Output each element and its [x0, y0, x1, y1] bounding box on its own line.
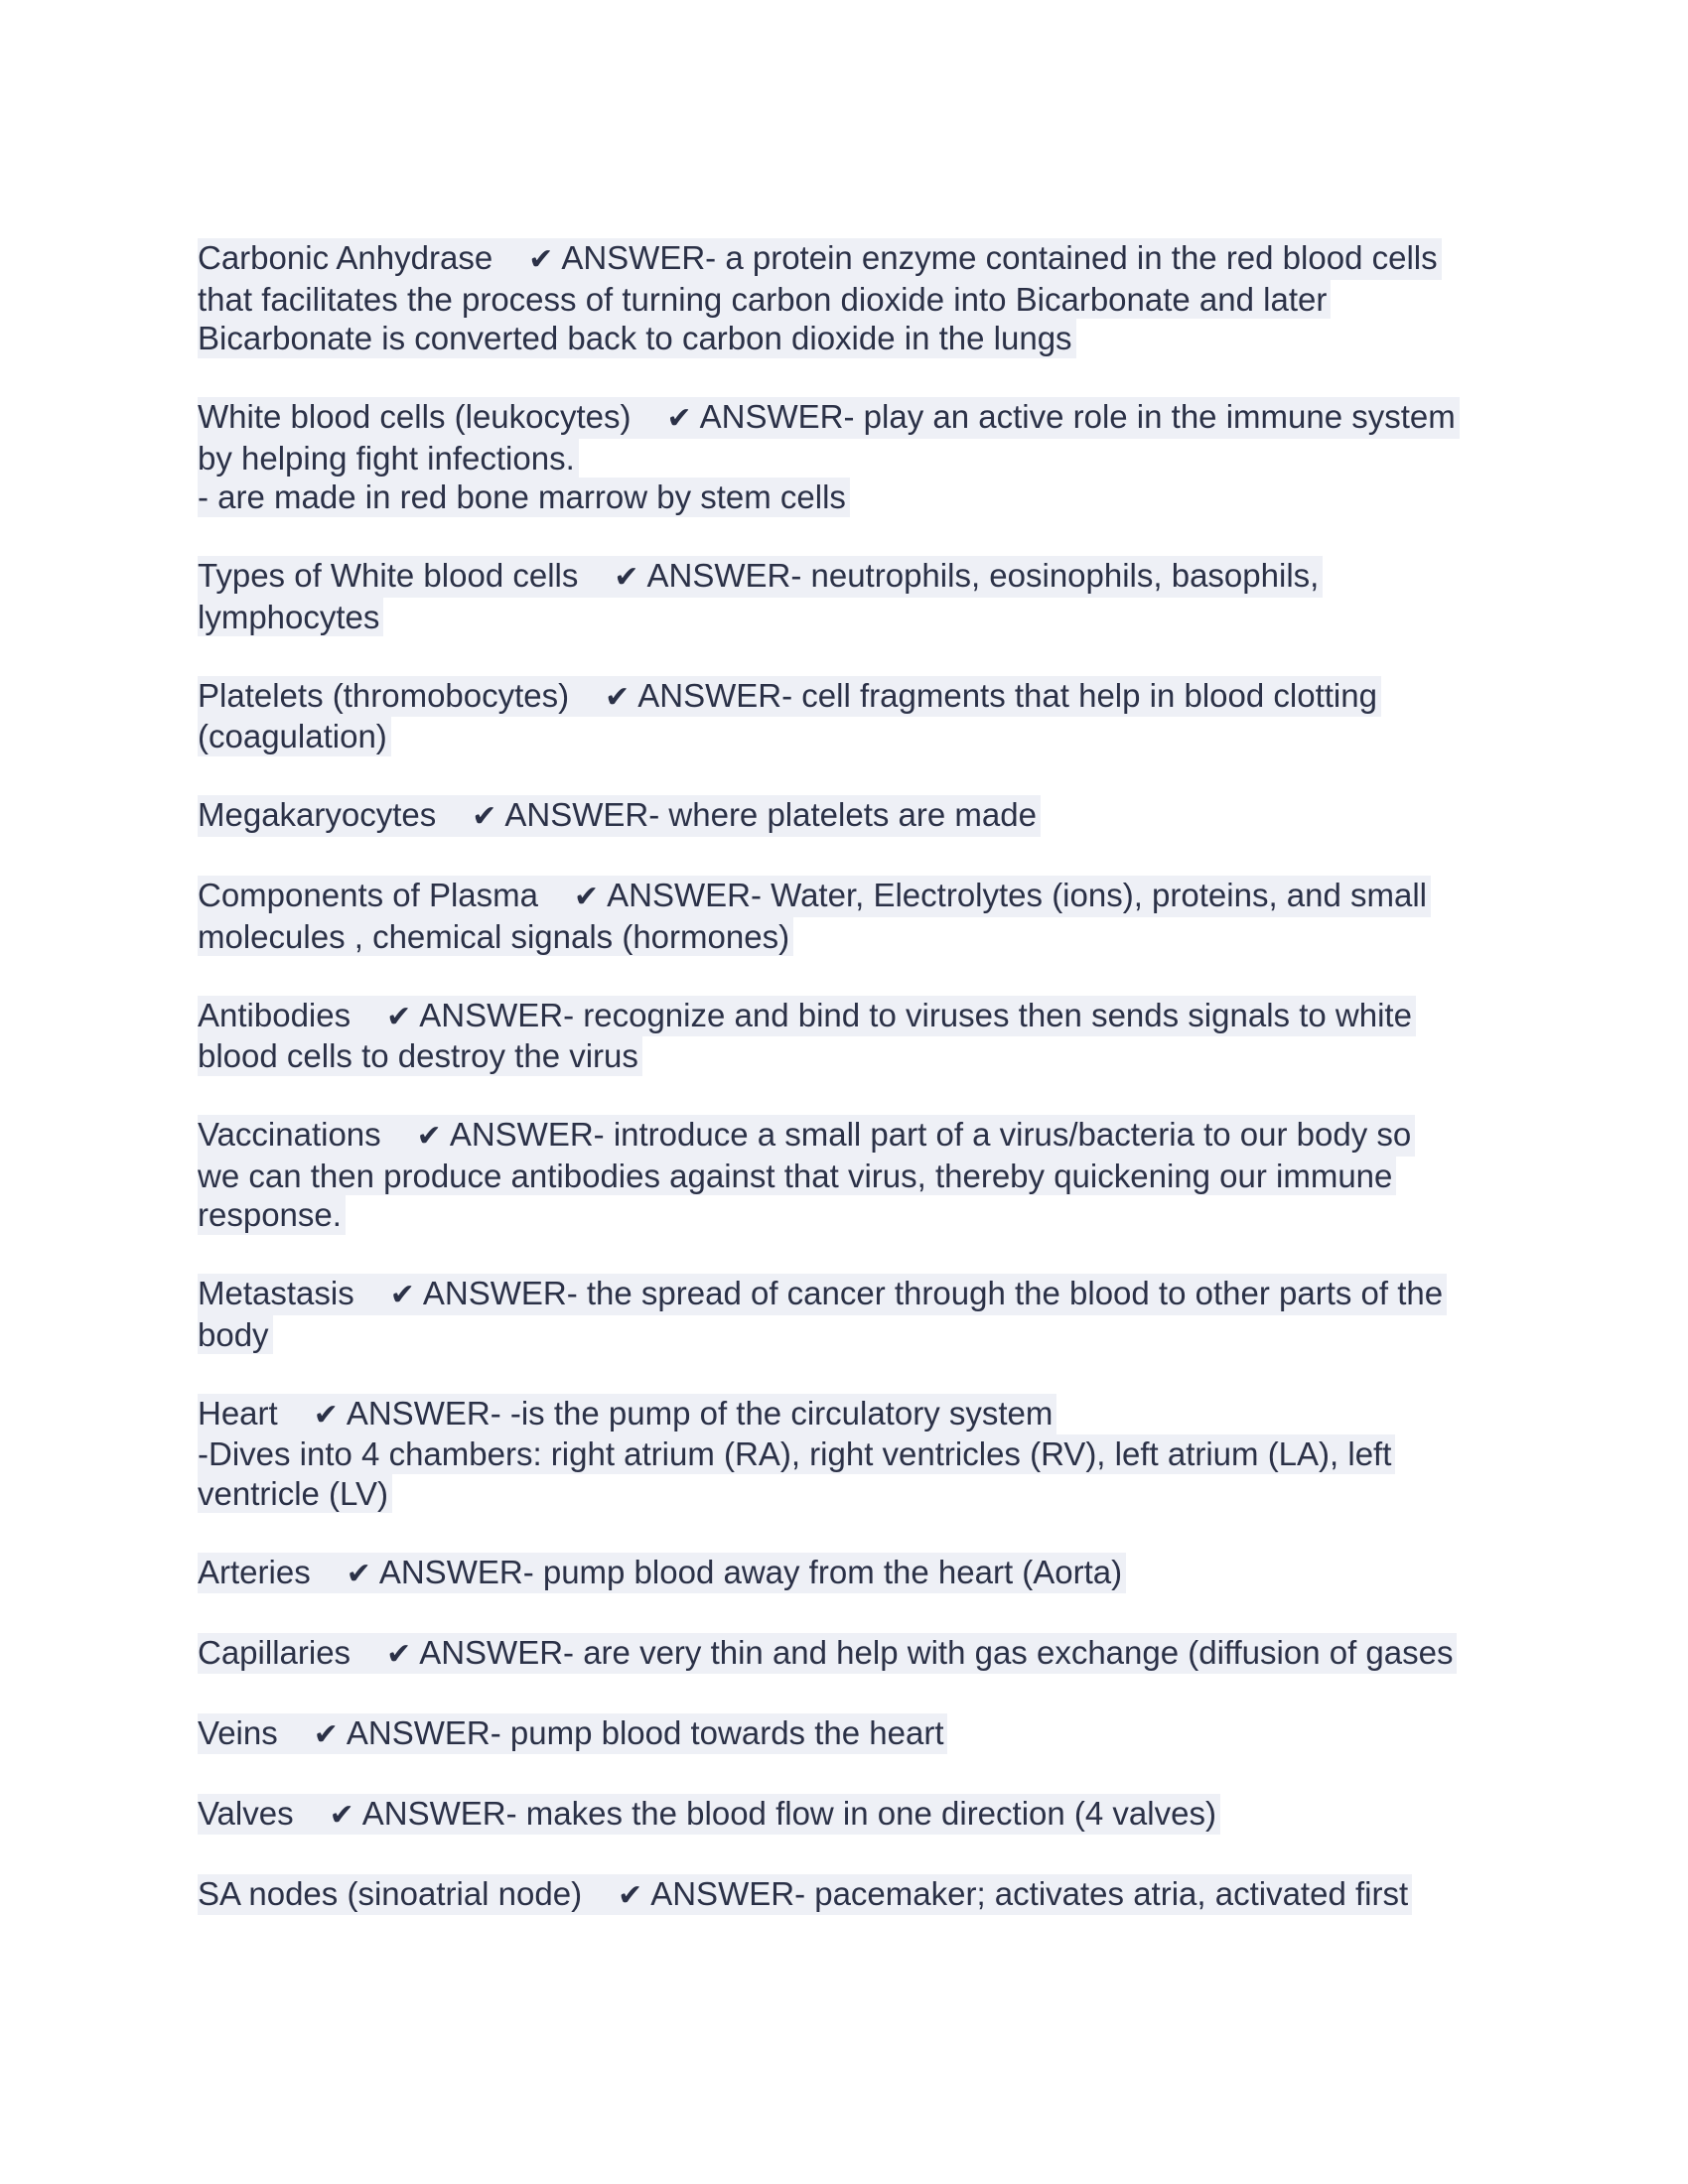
flashcard-term: Heart [198, 1394, 278, 1432]
flashcard-term: Platelets (thromobocytes) [198, 676, 570, 714]
answer-label: ANSWER [361, 1794, 506, 1832]
checkmark-icon: ✔ [472, 799, 497, 834]
flashcard-term: Arteries [198, 1553, 311, 1590]
flashcard-term: Veins [198, 1713, 278, 1751]
flashcard [198, 1394, 1488, 1514]
flashcard-term: Megakaryocytes [198, 796, 437, 833]
checkmark-icon: ✔ [386, 1636, 412, 1672]
answer-continuation-line: response. [198, 1195, 346, 1235]
answer-text: - makes the blood flow in one direction (4 valves) [505, 1794, 1216, 1832]
flashcard-term: Components of Plasma [198, 877, 539, 913]
checkmark-icon: ✔ [386, 999, 412, 1034]
answer-label: ANSWER [650, 1874, 795, 1912]
flashcard-question-line [198, 1633, 1457, 1675]
flashcard [198, 1115, 1488, 1235]
answer-label: ANSWER [449, 1116, 594, 1153]
answer-label: ANSWER [419, 1633, 564, 1671]
flashcard-question-line [198, 1274, 1447, 1315]
flashcard [198, 238, 1488, 358]
answer-label: ANSWER [378, 1553, 523, 1590]
flashcard-term: Types of White blood cells [198, 557, 579, 594]
answer-text: - neutrophils, eosinophils, basophils, [790, 557, 1320, 594]
flashcard-term: SA nodes (sinoatrial node) [198, 1874, 583, 1912]
flashcard-question-line [198, 1713, 947, 1755]
flashcard-question-line [198, 1874, 1412, 1916]
answer-continuation-line: - are made in red bone marrow by stem cells [198, 478, 850, 517]
flashcard-question-line [198, 1794, 1220, 1836]
flashcard [198, 1633, 1488, 1675]
answer-label: ANSWER [607, 877, 751, 913]
answer-label: ANSWER [346, 1713, 491, 1751]
flashcard [198, 556, 1488, 636]
flashcard-term: Metastasis [198, 1275, 354, 1311]
flashcard [198, 1274, 1488, 1354]
answer-continuation-line: (coagulation) [198, 717, 391, 756]
flashcard-question-line [198, 1115, 1415, 1157]
checkmark-icon: ✔ [329, 1797, 354, 1833]
answer-text: - pump blood away from the heart (Aorta) [522, 1553, 1123, 1590]
checkmark-icon: ✔ [416, 1119, 442, 1154]
flashcard-question-line [198, 238, 1442, 280]
flashcard-question-line [198, 1553, 1126, 1594]
checkmark-icon: ✔ [346, 1556, 371, 1591]
answer-text: - cell fragments that help in blood clotting [781, 676, 1377, 714]
answer-label: ANSWER [637, 676, 782, 714]
flashcard-term: Carbonic Anhydrase [198, 239, 493, 276]
checkmark-icon: ✔ [313, 1397, 339, 1433]
checkmark-icon: ✔ [618, 1877, 643, 1913]
answer-text: - the spread of cancer through the blood to other parts of the [566, 1275, 1444, 1311]
answer-label: ANSWER [561, 239, 706, 276]
flashcard [198, 1553, 1488, 1594]
answer-text: - introduce a small part of a virus/bacteria to our body so [593, 1116, 1412, 1153]
answer-text: - Water, Electrolytes (ions), proteins, and small [751, 877, 1428, 913]
answer-label: ANSWER [419, 996, 564, 1033]
answer-label: ANSWER [646, 557, 791, 594]
answer-text: - pump blood towards the heart [490, 1713, 944, 1751]
answer-continuation-line: -Dives into 4 chambers: right atrium (RA), right ventricles (RV), left atrium (LA), left [198, 1434, 1395, 1474]
answer-text: - where platelets are made [648, 796, 1037, 833]
flashcard-term: Valves [198, 1794, 294, 1832]
flashcard-term: Antibodies [198, 996, 352, 1033]
flashcard-question-line [198, 795, 1041, 837]
flashcard [198, 996, 1488, 1076]
checkmark-icon: ✔ [574, 880, 600, 914]
flashcard [198, 876, 1488, 956]
checkmark-icon: ✔ [605, 679, 631, 715]
answer-text: - a protein enzyme contained in the red blood cells [705, 239, 1438, 276]
checkmark-icon: ✔ [614, 560, 639, 595]
answer-label: ANSWER [346, 1394, 491, 1432]
flashcard-list [198, 238, 1488, 1955]
flashcard-question-line [198, 1394, 1056, 1435]
answer-label: ANSWER [504, 796, 649, 833]
flashcard [198, 1713, 1488, 1755]
flashcard [198, 1794, 1488, 1836]
flashcard [198, 397, 1488, 517]
checkmark-icon: ✔ [389, 1278, 415, 1312]
answer-text: - play an active role in the immune system [843, 398, 1456, 435]
answer-label: ANSWER [422, 1275, 567, 1311]
flashcard-question-line [198, 996, 1416, 1037]
answer-continuation-line: that facilitates the process of turning carbon dioxide into Bicarbonate and later [198, 280, 1331, 320]
flashcard-question-line [198, 676, 1381, 718]
answer-continuation-line: molecules , chemical signals (hormones) [198, 917, 793, 957]
answer-continuation-line: lymphocytes [198, 598, 383, 637]
flashcard-term: Capillaries [198, 1633, 352, 1671]
flashcard [198, 795, 1488, 837]
flashcard-term: Vaccinations [198, 1116, 381, 1153]
answer-label: ANSWER [699, 398, 844, 435]
flashcard-question-line [198, 397, 1460, 439]
flashcard-question-line [198, 876, 1431, 917]
answer-continuation-line: ventricle (LV) [198, 1474, 392, 1514]
answer-continuation-line: blood cells to destroy the virus [198, 1036, 642, 1076]
answer-text: - -is the pump of the circulatory system [490, 1394, 1054, 1432]
answer-continuation-line: by helping fight infections. [198, 439, 579, 478]
answer-continuation-line: we can then produce antibodies against that virus, thereby quickening our immune [198, 1157, 1396, 1196]
answer-text: - pacemaker; activates atria, activated first [794, 1874, 1409, 1912]
answer-text: - are very thin and help with gas exchange (diffusion of gases [563, 1633, 1454, 1671]
checkmark-icon: ✔ [528, 242, 554, 277]
answer-text: - recognize and bind to viruses then sends signals to white [563, 996, 1412, 1033]
answer-continuation-line: body [198, 1315, 273, 1355]
flashcard [198, 676, 1488, 756]
flashcard-term: White blood cells (leukocytes) [198, 398, 632, 435]
answer-continuation-line: Bicarbonate is converted back to carbon dioxide in the lungs [198, 319, 1076, 358]
checkmark-icon: ✔ [666, 401, 692, 436]
checkmark-icon: ✔ [313, 1716, 339, 1752]
flashcard-question-line [198, 556, 1323, 598]
flashcard [198, 1874, 1488, 1916]
